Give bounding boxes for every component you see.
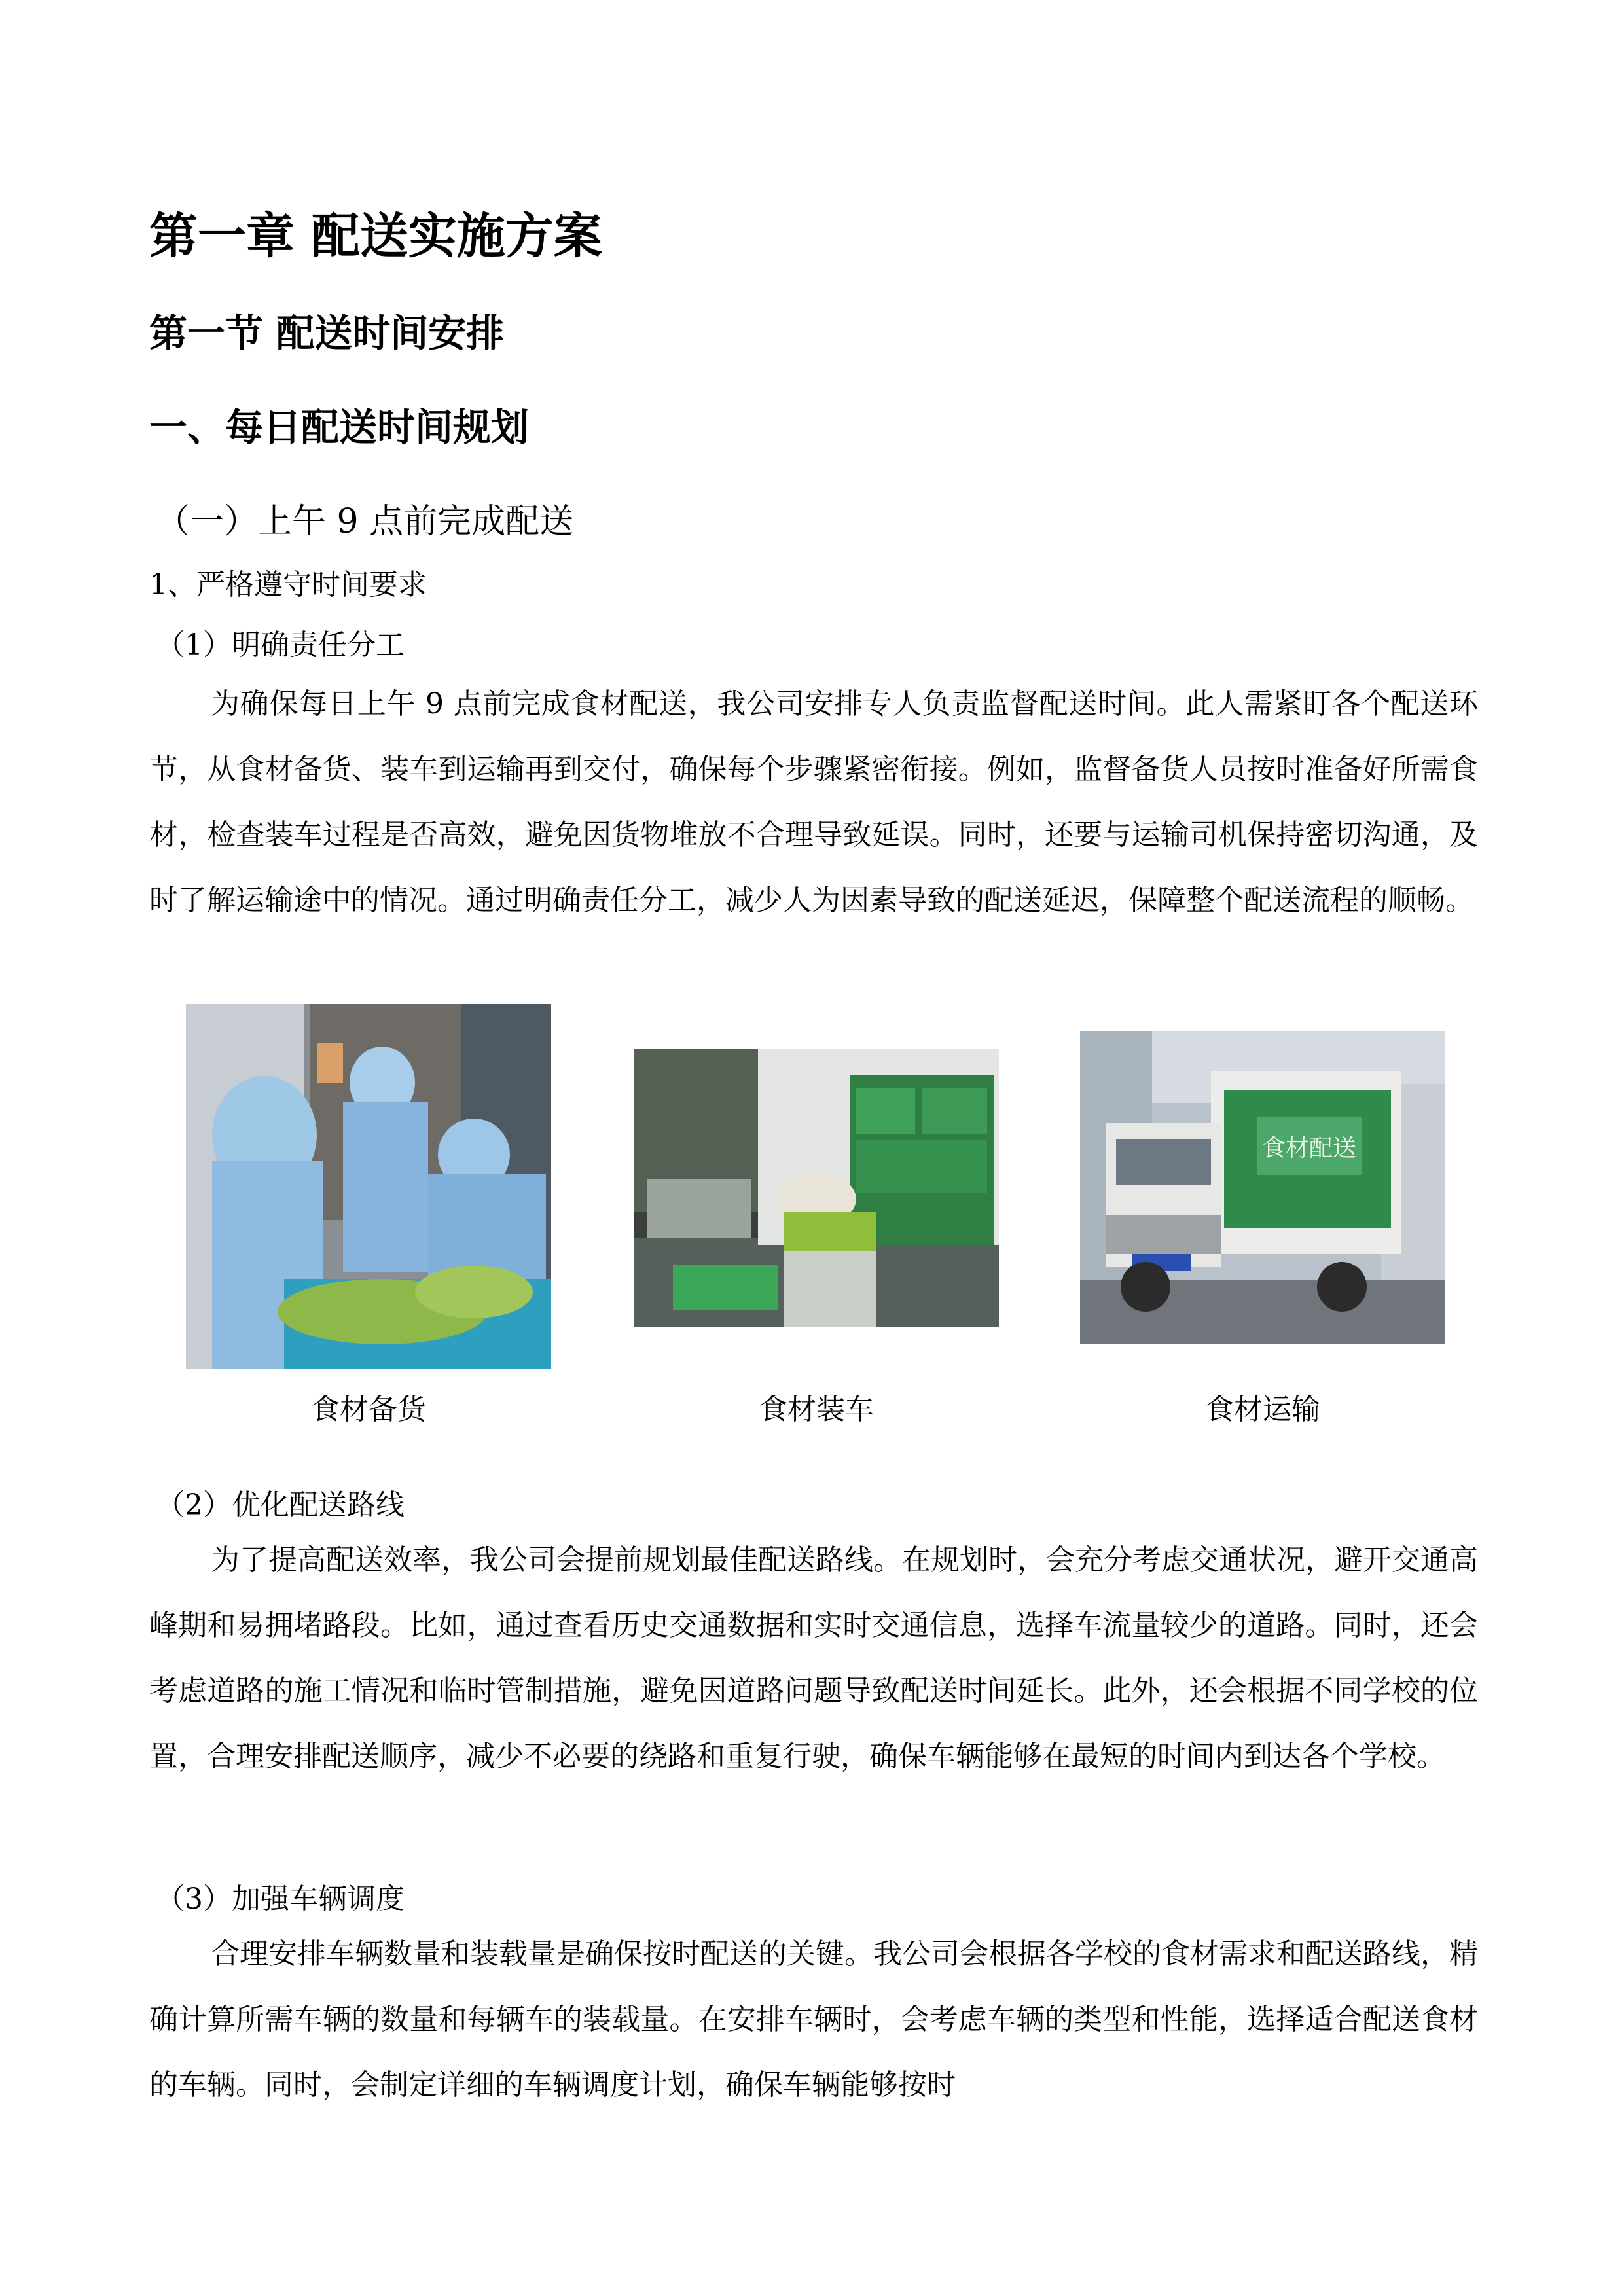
sub-2-body: 为了提高配送效率，我公司会提前规划最佳配送路线。在规划时，会充分考虑交通状况，避开交通高峰期和易拥堵路段。比如，通过查看历史交通数据和实时交通信息，选择车流量较少的道路。同时，还会考虑道路的施工情况和临时管制措施，避免因道路问题导致配送时间延长。此外，还会根据不同学校的位置，合理安排配送顺序，减少不必要的绕路和重复行驶，确保车辆能够在最短的时间内到达各个学校。: [149, 1543, 1478, 1773]
sub-2-title: （2）优化配送路线: [156, 1488, 405, 1522]
photo-caption-1: 食材备货: [311, 1393, 426, 1426]
delivery-truck-image: [1080, 1031, 1445, 1344]
sub-3-body: 合理安排车辆数量和装载量是确保按时配送的关键。我公司会根据各学校的食材需求和配送路线，精确计算所需车辆的数量和每辆车的装载量。在安排车辆时，会考虑车辆的类型和性能，选择适合配送食材的车辆。同时，会制定详细的车辆调度计划，确保车辆能够按时: [149, 1937, 1478, 2102]
point-1-title: 1、严格遵守时间要求: [149, 568, 427, 601]
food-loading-photo: [634, 1049, 999, 1327]
photo-caption-3: 食材运输: [1205, 1393, 1320, 1426]
food-preparation-image: [186, 1004, 551, 1369]
food-loading-image: [634, 1049, 999, 1327]
sub-3-title: （3）加强车辆调度: [156, 1882, 405, 1916]
delivery-truck-photo: [1080, 1031, 1445, 1344]
item-title: （一）上午 9 点前完成配送: [156, 502, 574, 541]
truck-logo-text: 食材配送: [1261, 1135, 1357, 1162]
sub-1-title: （1）明确责任分工: [156, 628, 405, 662]
photo-caption-2: 食材装车: [759, 1393, 874, 1426]
section-title: 第一节 配送时间安排: [149, 311, 505, 355]
chapter-title: 第一章 配送实施方案: [149, 208, 602, 264]
subsection-title: 一、每日配送时间规划: [149, 405, 530, 450]
sub-1-body: 为确保每日上午 9 点前完成食材配送，我公司安排专人负责监督配送时间。此人需紧盯各个配送环节，从食材备货、装车到运输再到交付，确保每个步骤紧密衔接。例如，监督备货人员按时准备好所需食材，检查装车过程是否高效，避免因货物堆放不合理导致延误。同时，还要与运输司机保持密切沟通，及时了解运输途中的情况。通过明确责任分工，减少人为因素导致的配送延迟，保障整个配送流程的顺畅。: [149, 687, 1478, 917]
food-preparation-photo: [186, 1004, 551, 1369]
